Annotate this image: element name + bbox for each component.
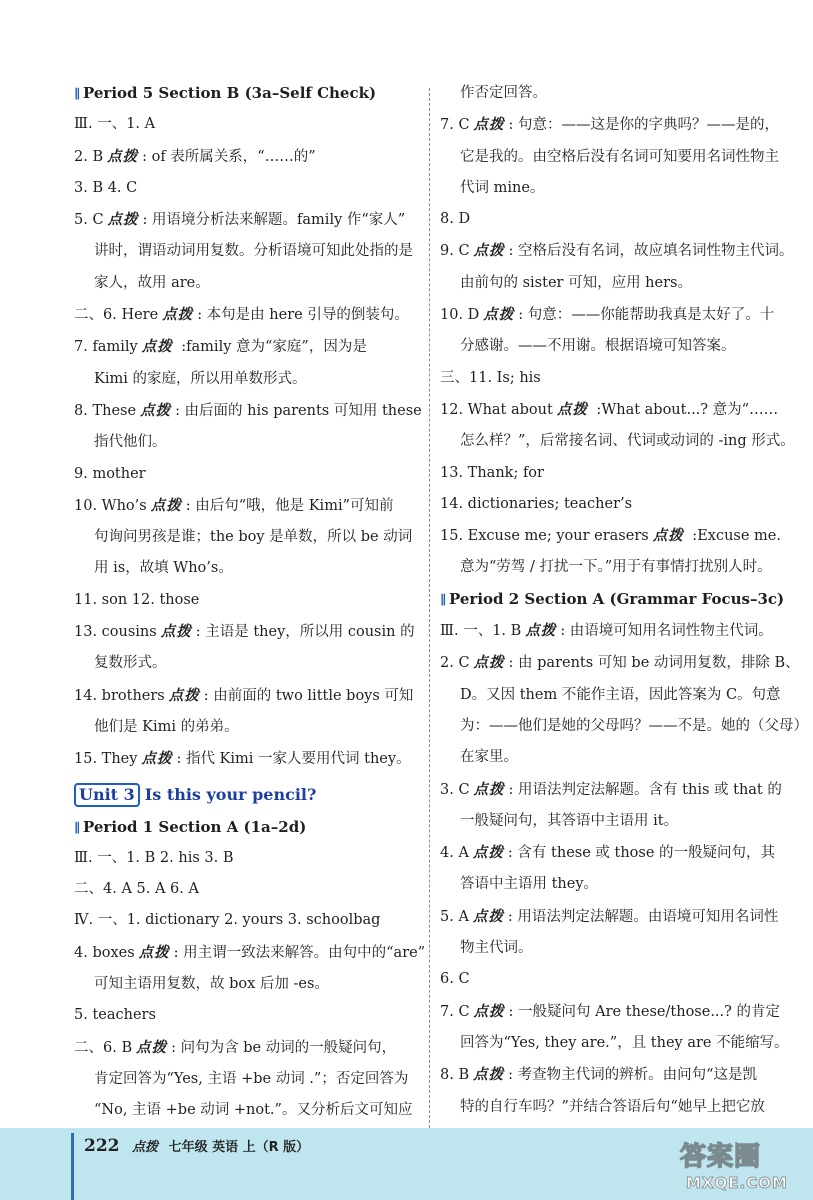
answer-key: 12. What about [440,401,553,418]
note-label: 点拨 [168,686,200,704]
answer-continuation: 为：——他们是她的父母吗？——不是。她的（父母） [460,717,808,734]
answer-continuation: 讲时，谓语动词用复数。分析语境可知此处指的是 [94,243,413,260]
answer-item: 6. C [440,971,470,988]
answer-continuation: 意为“劳驾 / 打扰一下。”用于有事情打扰别人时。 [460,559,772,576]
answer-explanation: : 句意：——你能帮助我真是太好了。十 [518,307,775,324]
answer-continuation: D。又因 them 不能作主语，因此答案为 C。句意 [460,686,781,703]
answer-key: 8. These [74,402,137,419]
answer-key: 13. cousins [74,624,157,641]
answer-key: 10. Who’s [74,497,147,514]
answer-explanation: :What about...? 意为“…… [591,401,779,418]
answer-key: 7. family [74,339,138,356]
watermark-logo [666,1136,806,1194]
answer-item: 11. son 12. those [74,591,200,608]
footer-brand: 点拨 [132,1140,159,1155]
note-label: 点拨 [141,750,173,768]
heading-text: Period 5 Section B (3a–Self Check) [83,84,377,102]
answer-continuation: 他们是 Kimi 的弟弟。 [94,718,239,735]
footer-grade: 七年级 英语 上（R 版） [168,1140,310,1155]
answer-continuation: 它是我的。由空格后没有名词可知要用名词性物主 [460,148,779,165]
answer-explanation: : 用语法判定法解题。由语境可知用名词性 [507,908,779,925]
page-number: 222 [84,1136,120,1156]
answer-item [440,647,800,679]
answer-explanation: : 由后面的 his parents 可知用 these [175,402,422,419]
answer-item [74,616,422,648]
answer-item: 8. D [440,211,471,228]
answer-item [74,1032,422,1064]
note-label: 点拨 [473,116,505,134]
answer-item [440,394,784,426]
note-label: 点拨 [652,527,684,545]
answer-explanation: : 一般疑问句 Are these/those...? 的肯定 [508,1003,781,1020]
answer-key: 15. Excuse me; your erasers [440,528,649,545]
note-label: 点拨 [162,306,194,324]
answer-continuation: 代词 mine。 [460,179,545,196]
answer-explanation: : of 表所属关系，“……的” [142,148,316,165]
answer-item: 3. B 4. C [74,179,138,196]
note-label: 点拨 [473,780,505,798]
answer-item [440,996,784,1028]
heading-marker: ∥ [74,819,80,834]
answer-explanation: : 指代 Kimi 一家人要用代词 they。 [176,751,411,768]
answer-item [440,520,784,552]
answer-key: Ⅲ. 一、1. B [440,623,522,640]
answer-item: 9. mother [74,465,146,482]
answer-explanation: : 用主谓一致法来解答。由句中的“are” [173,944,426,961]
answer-key: 7. C [440,117,470,134]
answer-item [440,901,784,933]
answer-key: 2. B [74,148,104,165]
answer-key: 9. C [440,243,470,260]
answer-key: 二、6. B [74,1039,133,1056]
answer-item [440,1059,784,1091]
answer-item [440,615,784,647]
answer-explanation: : 用语境分析法来解题。family 作“家人” [142,212,406,229]
footer-info [84,1136,309,1156]
answer-continuation: 可知主语用复数，故 box 后加 -es。 [94,976,329,993]
unit-title [74,778,422,812]
note-label: 点拨 [525,622,557,640]
watermark-badge: 答案圈 [680,1142,762,1172]
answer-item [440,109,784,141]
note-label: 点拨 [160,623,192,641]
answer-key: 2. C [440,655,470,672]
heading-text: Period 1 Section A (1a–2d) [83,817,307,836]
answer-item [74,937,426,969]
answer-continuation: Kimi 的家庭，所以用单数形式。 [94,370,307,387]
note-label: 点拨 [150,496,182,514]
answer-item [74,680,422,712]
section-heading [440,584,784,615]
answer-explanation: : 由 parents 可知 be 动词用复数，排除 B、 [508,655,800,672]
answer-explanation: : 由后句“哦，他是 Kimi”可知前 [185,497,394,514]
answer-item [74,331,422,363]
answer-item [74,299,422,331]
heading-text: Period 2 Section A (Grammar Focus–3c) [449,589,785,608]
answer-key: 7. C [440,1003,470,1020]
note-label: 点拨 [138,943,170,961]
note-label: 点拨 [473,1066,505,1084]
answer-continuation: 物主代词。 [460,940,533,957]
left-column [74,78,426,1127]
note-label: 点拨 [107,211,139,229]
note-label: 点拨 [483,306,515,324]
answer-explanation: : 由前面的 two little boys 可知 [203,687,414,704]
answer-explanation: : 句意：——这是你的字典吗？——是的， [508,117,780,134]
note-label: 点拨 [141,338,173,356]
section-heading [74,78,422,109]
note-label: 点拨 [107,147,139,165]
answer-item [74,490,422,522]
answer-item [440,299,784,331]
answer-continuation: 分感谢。——不用谢。根据语境可知答案。 [460,338,736,355]
answer-key: 14. brothers [74,687,165,704]
answer-key: 5. A [440,908,469,925]
column-divider [429,88,430,1128]
answer-continuation: 复数形式。 [94,655,167,672]
answer-item: 三、11. Is; his [440,369,541,386]
answer-key: 5. C [74,212,104,229]
answer-item: 二、4. A 5. A 6. A [74,881,199,898]
note-label: 点拨 [473,1002,505,1020]
note-label: 点拨 [472,907,504,925]
answer-item: 13. Thank; for [440,464,544,481]
answer-explanation: : 主语是 they，所以用 cousin 的 [195,624,415,641]
answer-explanation: :Excuse me. [687,528,781,545]
answer-continuation: 由前句的 sister 可知，应用 hers。 [460,274,692,291]
answer-item [440,837,784,869]
footer-accent-bar [71,1133,74,1200]
right-column [440,78,808,1123]
unit-badge: Unit 3 [74,783,140,807]
answer-key: 15. They [74,751,138,768]
answer-item [74,743,422,775]
answer-key: 二、6. Here [74,307,159,324]
heading-marker: ∥ [440,591,446,606]
answer-item: 5. teachers [74,1007,156,1024]
answer-item [74,395,422,427]
answer-explanation: : 含有 these 或 those 的一般疑问句，其 [507,845,776,862]
answer-explanation: : 空格后没有名词，故应填名词性物主代词。 [508,243,794,260]
section-heading [74,812,422,843]
answer-key: 4. boxes [74,944,135,961]
answer-item: Ⅲ. 一、1. A [74,116,156,133]
answer-item: Ⅳ. 一、1. dictionary 2. yours 3. schoolbag [74,912,381,929]
answer-explanation: :family 意为“家庭”，因为是 [176,339,367,356]
unit-name: Is this your pencil? [144,784,317,804]
answer-key: 8. B [440,1067,470,1084]
answer-item: 14. dictionaries; teacher’s [440,495,633,512]
answer-continuation: 特的自行车吗？”并结合答语后句“她早上把它放 [460,1098,765,1115]
answer-continuation: “No, 主语 +be 动词 +not.”。又分析后文可知应 [94,1102,413,1119]
answer-continuation: 一般疑问句，其答语中主语用 it。 [460,812,679,829]
answer-item [440,235,794,267]
answer-continuation: 家人，故用 are。 [94,274,210,291]
answer-item [74,141,422,173]
note-label: 点拨 [472,844,504,862]
note-label: 点拨 [136,1038,168,1056]
note-label: 点拨 [556,400,588,418]
answer-explanation: : 用语法判定法解题。含有 this 或 that 的 [508,781,782,798]
answer-key: 10. D [440,307,480,324]
answer-continuation: 指代他们。 [94,434,167,451]
answer-continuation: 用 is，故填 Who’s。 [94,560,233,577]
answer-explanation: : 问句为含 be 动词的一般疑问句， [171,1039,397,1056]
answer-continuation: 怎么样？”，后常接名词、代词或动词的 -ing 形式。 [460,433,795,450]
watermark-url: MXQE.COM [686,1174,788,1192]
answer-explanation: : 考查物主代词的辨析。由问句“这是凯 [508,1067,758,1084]
note-label: 点拨 [140,401,172,419]
answer-continuation: 在家里。 [460,749,518,766]
answer-continuation: 回答为“Yes, they are.”，且 they are 不能缩写。 [460,1034,789,1051]
answer-continuation: 句询问男孩是谁；the boy 是单数，所以 be 动词 [94,529,413,546]
answer-item: Ⅲ. 一、1. B 2. his 3. B [74,849,234,866]
answer-key: 4. A [440,845,469,862]
answer-key: 3. C [440,781,470,798]
answer-item [440,774,784,806]
answer-continuation: 肯定回答为“Yes, 主语 +be 动词 .”；否定回答为 [94,1070,409,1087]
answer-continuation: 答语中主语用 they。 [460,876,599,893]
answer-item [74,204,422,236]
answer-explanation: : 由语境可知用名词性物主代词。 [560,623,773,640]
answer-continuation: 作否定回答。 [460,85,547,101]
note-label: 点拨 [473,242,505,260]
heading-marker: ∥ [74,86,80,100]
note-label: 点拨 [473,654,505,672]
answer-explanation: : 本句是由 here 引导的倒装句。 [197,307,409,324]
